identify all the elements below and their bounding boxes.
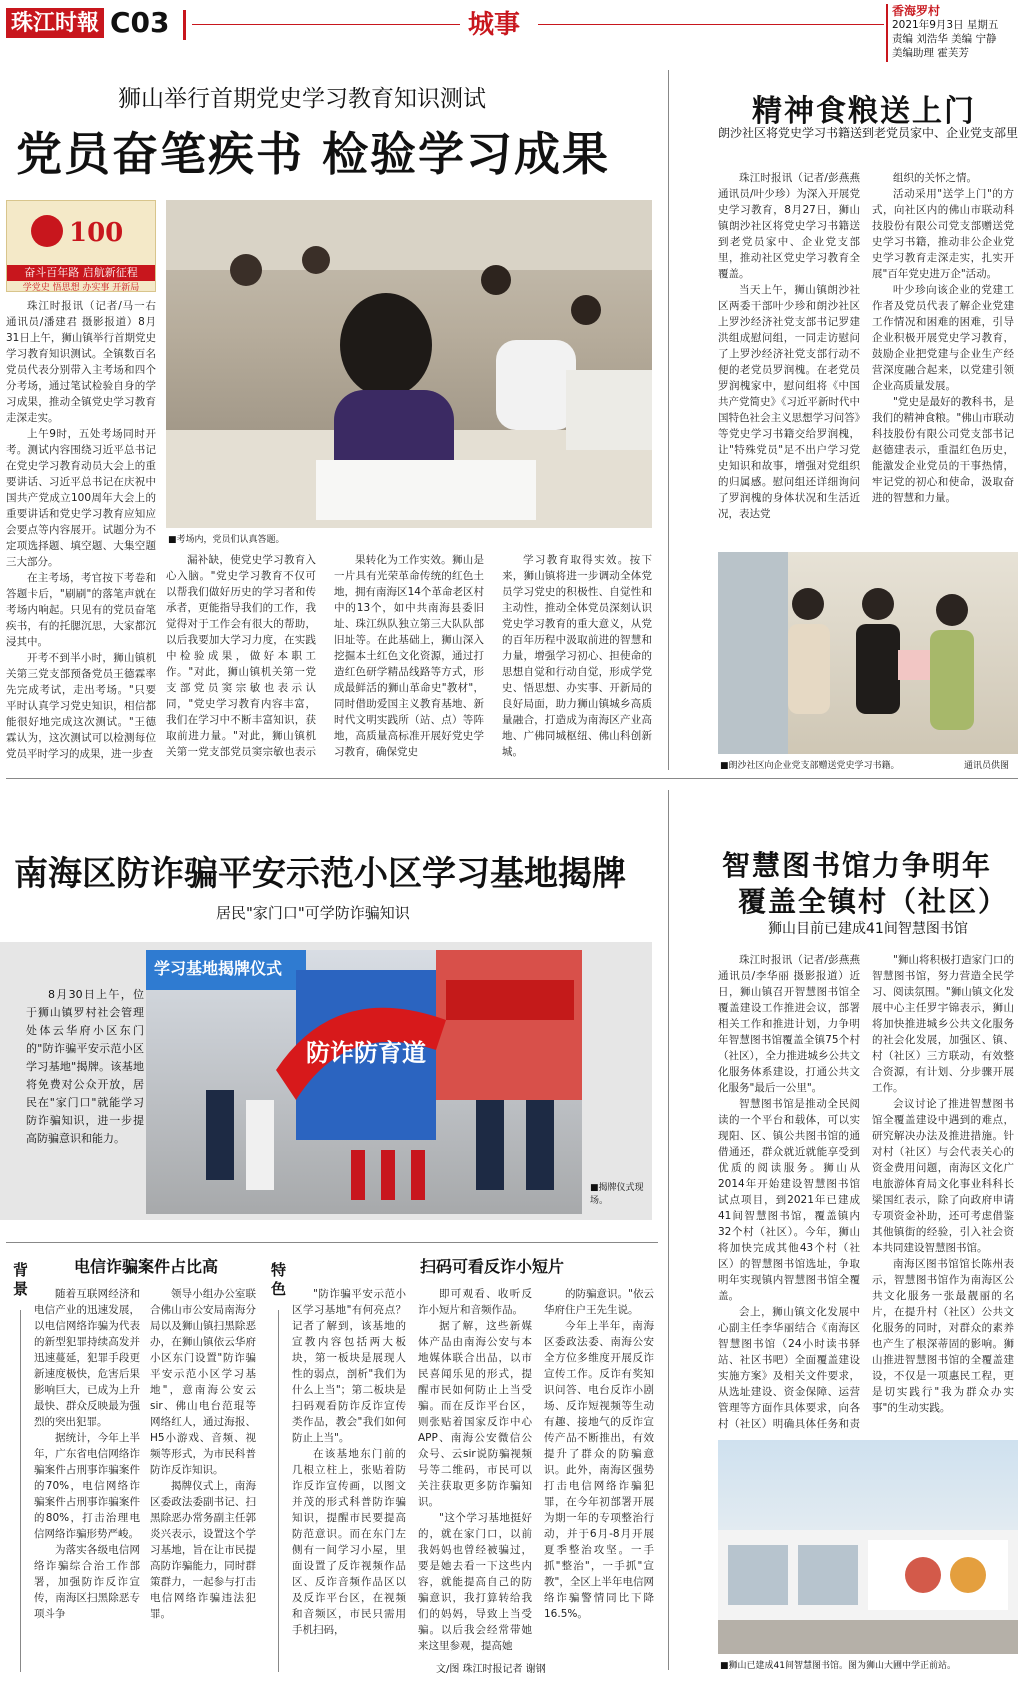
story2-photo-credit: 通讯员供图: [964, 761, 1010, 771]
story3-subheadline: 居民"家门口"可学防诈骗知识: [216, 904, 410, 922]
box1-paragraph: 随着互联网经济和电信产业的迅速发展，以电信网络诈骗为代表的新型犯罪持续高发并迅速蔓延，犯罪手段更新速度极快，危害后果影响巨大，已成为上升最快、群众反映最为强烈的突出犯罪。: [34, 1288, 140, 1428]
party-emblem-icon: [7, 201, 157, 261]
story1-photo: [166, 200, 652, 528]
masthead-divider: [183, 10, 186, 40]
story1-paragraph: 学习教育取得实效。按下来，狮山镇将进一步调动全体党员学习党史的积极性、自觉性和主动性，推动全体党员深刻认识党史学习教育的重大意义，从党的百年历程中汲取前进的智慧和力量，增强学习初心、担使命的思想自觉和行动自觉，形成学党史、悟思想、办实事、开新局的良好局面，助力狮山镇城乡高质量融合，打造成为南海区产业高地、广佛同城枢纽、佛山科创新城。: [502, 554, 652, 758]
column-rule: [668, 790, 669, 1670]
edition-name: 香海罗村: [892, 4, 941, 18]
story2-paragraph: 当天上午，狮山镇朗沙社区两委干部叶少珍和朗沙社区上罗沙经济社党支部书记罗建洪组成慰问组，一同走访慰问了上罗沙经济社党支部行动不便的老党员罗润槐。在老党员罗润槐家中，慰问组将《中国共产党简史》《习近平新时代中国特色社会主义思想学习问答》等党史学习书籍交给罗润槐，让"特殊党员"足不出户学习党史知识和故事，增强对党组织的归属感。慰问组还详细询问了罗润槐的身体状况和生活近况，表达党: [718, 284, 860, 520]
assistant-credit: 美编助理 霍芙芳: [892, 47, 969, 59]
story2-paragraph: "党史是最好的教科书，是我们的精神食粮。"佛山市联动科技股份有限公司党支部书记赵德建表示，重温红色历史，能激发企业党员的干事热情，牢记党的初心和使命，汲取奋进的智慧和力量。: [872, 396, 1014, 504]
story4-paragraph: 南海区图书馆馆长陈州表示，智慧图书馆作为南海区公共文化服务一张最靓丽的名片，在提升村（社区）公共文化服务的同时，对群众的素养也产生了根深蒂固的影响。狮山推进智慧图书馆的全覆盖建设，不仅是一项惠民工程，更是切实践行"我为群众办实事"的生动实践。: [872, 1258, 1014, 1414]
box2-paragraph: 据了解，这些新媒体产品由南海公安与本地媒体联合出品，以市民喜闻乐见的形式，提醒市民如何防止上当受骗。而在反诈平台区，则张贴着国家反诈中心APP、南海公安微信公众号、云sir说防骗视频号等二维码，市民可以关注获取更多防诈骗知识。: [418, 1320, 532, 1508]
story2-column-2: [872, 170, 1014, 532]
story1-paragraph: 开考不到半小时，狮山镇机关第三党支部预备党员王德霖率先完成考试，走出考场。"只要平时认真学习党史知识，相信都能很好地完成这次测试。"王德霖认为，这次测试可以检测每位党员平时学习的成果，进一步查: [6, 652, 156, 760]
box2-column-2: [418, 1286, 532, 1656]
box1-column-2: [150, 1286, 256, 1672]
story3-lead-text: 8月30日上午，位于狮山镇罗村社会管理处体云华府小区东门的"防诈骗平安示范小区学习基地"揭牌。该基地将免费对公众开放，居民在"家门口"就能学习防诈骗知识，进一步提高防骗意识和能力。: [26, 988, 144, 1145]
library-kiosk-illustration: [718, 1440, 1018, 1654]
story4-column-1: [718, 952, 860, 1432]
box1-column-1: [34, 1286, 140, 1672]
box2-paragraph: 在该基地东门前的几根立柱上，张贴着防诈反诈宣传画，以图文并茂的形式科普防诈骗知识，提醒市民要提高防范意识。而在东门左侧有一间学习小屋，里面设置了反诈视频作品区、反诈音频作品区以及反诈平台区，在视频和音频区，市民只需用手机扫码，: [292, 1448, 406, 1636]
story2-headline: 精神食粮送上门: [752, 94, 976, 129]
box2-paragraph: 的防骗意识。"依云华府住户王先生说。: [544, 1288, 654, 1316]
story1-column-1: [6, 298, 156, 760]
story1-column-3: [334, 552, 484, 760]
story4-headline-line1: 智慧图书馆力争明年: [722, 849, 993, 882]
story2-photo: [718, 552, 1018, 754]
story4-photo: [718, 1440, 1018, 1654]
story1-photo-caption: ■考场内，党员们认真答题。: [168, 535, 285, 545]
story1-kicker: 狮山举行首期党史学习教育知识测试: [118, 86, 486, 112]
story4-column-2: [872, 952, 1014, 1432]
story3-byline: 文/图 珠江时报记者 谢钢: [436, 1664, 546, 1675]
column-rule: [20, 1310, 21, 1672]
exam-room-illustration: [166, 200, 652, 528]
badge-slogan: 奋斗百年路 启航新征程: [7, 265, 155, 281]
box2-paragraph: 今年上半年，南海区委政法委、南海公安全方位多维度开展反诈宣传工作。反诈有奖知识问答、电台反诈小剧场、反诈短视频等生动有趣、接地气的反诈宣传产品不断推出，有效提升了群众的防骗意识。此外，南海区强势打击电信网络诈骗犯罪，在今年初部署开展为期一年的专项整治行动，并于6月-8月开展夏季整治攻坚。一手抓"整治"，一手抓"宣教"，全区上半年电信网络诈骗警情同比下降16.5%。: [544, 1320, 654, 1620]
unveiling-ceremony-illustration: [146, 950, 582, 1214]
story4-headline-line2: 覆盖全镇村（社区）: [738, 885, 1009, 918]
story2-paragraph: 活动采用"送学上门"的方式，向社区内的佛山市联动科技股份有限公司党支部赠送党史学习书籍，推动非公企业党史学习教育走深走实，扎实开展"百年党史进万企"活动。: [872, 188, 1014, 280]
background-label: 背景: [11, 1262, 29, 1300]
section-title: 城事: [468, 10, 521, 40]
column-rule: [668, 70, 669, 770]
box1-paragraph: 揭牌仪式上，南海区委政法委副书记、扫黑除恶办常务副主任郭炎兴表示，设置这个学习基地，旨在让市民提高防诈骗能力，同时群策群力，一起参与打击电信网络诈骗违法犯罪。: [150, 1480, 256, 1620]
story1-paragraph: 在主考场，考官按下考卷和答题卡后，"刷刷"的落笔声就在考场内响起。只见有的党员奋笔疾书，有的托腮沉思，大家都沉浸其中。: [6, 572, 156, 648]
story2-subheadline: 朗沙社区将党史学习书籍送到老党员家中、企业党支部里: [718, 126, 1019, 140]
story4-subheadline: 狮山目前已建成41间智慧图书馆: [768, 921, 968, 937]
story3-photo: [146, 950, 582, 1214]
story3-headline: 南海区防诈骗平安示范小区学习基地揭牌: [14, 854, 626, 894]
edition-info: [892, 4, 998, 60]
story4-paragraph: 智慧图书馆是推动全民阅读的一个平台和载体，可以实现阳、区、镇公共图书馆的通借通还，群众就近就能享受到优质的阅读服务。狮山从2014年开始建设智慧图书馆试点项目，到2021年已建成41间智慧图书馆，覆盖镇内32个村（社区）。今年，狮山将加快完成其他43个村（社区）的智慧图书馆选址，争取明年实现镇内智慧图书馆全覆盖。: [718, 1098, 860, 1302]
box2-column-3: [544, 1286, 654, 1656]
story4-paragraph: 会议讨论了推进智慧图书馆全覆盖建设中遇到的难点，研究解决办法及推进措施。针对村（社区）与会代表关心的资金费用问题，南海区文化广电旅游体育局文化事业科科长梁国红表示，除了向政府申请专项资金补助，还可考虑借鉴其他镇街的经验，引入社会资本共同建设智慧图书馆。: [872, 1098, 1014, 1254]
story3-lead: [26, 986, 144, 1196]
paper-logo: 珠江时報: [6, 8, 104, 38]
horizontal-rule: [6, 1242, 658, 1243]
story1-column-4: [502, 552, 652, 760]
story2-paragraph: 叶少珍向该企业的党建工作者及党员代表了解企业党建工作情况和困难的困难，引导企业积极开展党史学习教育，鼓励企业把党建与企业生产经营深度融合起来，以党建引领企业高质量发展。: [872, 284, 1014, 392]
ceremony-banner: 学习基地揭牌仪式: [154, 959, 283, 978]
section-rule-left: [192, 24, 460, 25]
box2-paragraph: "防诈骗平安示范小区学习基地"有何亮点？记者了解到，该基地的宣教内容包括两大板块，第一板块是展现人性的弱点，剖析"我们为什么上当"；第二板块是扫码观看防诈反诈宣传类作品，教会"我们如何防止上当"。: [292, 1288, 406, 1444]
box1-paragraph: 为落实各级电信网络诈骗综合治工作部署，加强防诈反诈宣传，南海区扫黑除恶专项斗争: [34, 1544, 140, 1620]
story4-paragraph: "狮山将积极打造家门口的智慧图书馆，努力营造全民学习、阅读氛围。"狮山镇文化发展中心主任罗宇锦表示，狮山将加快推进城乡公共文化服务的社会化发展，加强区、镇、村（社区）三方联动，有效整合资源，有计划、分步骤开展工作。: [872, 954, 1014, 1094]
editor-credit: 责编 刘浩华 美编 宁静: [892, 33, 997, 45]
anti-fraud-sign: 防诈防育道: [306, 1039, 426, 1067]
story1-paragraph: 上午9时，五处考场同时开考。测试内容围绕习近平总书记在党史学习教育动员大会上的重要讲话、习近平总书记在庆祝中国共产党成立100周年大会上的重要讲话和党史学习教育应知应会要点等内容展开。试题分为不定项选择题、填空题、大集空题三大部分。: [6, 428, 156, 568]
story4-paragraph: 珠江时报讯（记者/彭燕燕 通讯员/李华丽 摄影报道）近日，狮山镇召开智慧图书馆全覆盖建设工作推进会议，部署相关工作和推进计划，力争明年智慧图书馆覆盖全镇75个村（社区），全力推进城乡公共文化服务体系建设，打通公共文化服务"最后一公里"。: [718, 954, 860, 1094]
story1-headline: 党员奋笔疾书 检验学习成果: [16, 127, 611, 181]
badge-subslogan: 学党史 悟思想 办实事 开新局: [22, 283, 140, 293]
story2-paragraph: 组织的关怀之情。: [893, 172, 977, 184]
story1-paragraph: 果转化为工作实效。狮山是一片具有光荣革命传统的红色土地，拥有南海区14个革命老区村中的13个，如中共南海县委旧址、珠江纵队独立第三大队队部旧址等。在此基础上，狮山深入挖掘本土红色文化资源，通过打造红色研学精品线路等方式，形成最鲜活的狮山革命史"教材"，同时借助爱国主义教育基地、新时代文明实践所（站、点）等阵地，高质量高标准开展好党史学习教育，确保党史: [334, 554, 484, 758]
page-number: C03: [110, 6, 170, 39]
box2-column-1: [292, 1286, 406, 1656]
box1-paragraph: 据统计，今年上半年，广东省电信网络诈骗案件占刑事诈骗案件的70%，电信网络诈骗案件占刑事诈骗案件的80%，打击治理电信网络诈骗形势严峻。: [34, 1432, 140, 1540]
centenary-badge: [6, 200, 156, 292]
svg-text:100: 100: [69, 218, 124, 248]
story1-column-2: [166, 552, 316, 760]
box2-title: 扫码可看反诈小短片: [420, 1257, 565, 1276]
header-divider: [886, 4, 888, 62]
story4-paragraph: 会上，狮山镇文化发展中心副主任李华丽结合《南海区智慧图书馆（24小时读书驿站、社区书吧）全面覆盖建设实施方案》及相关文件要求，从选址建设、资金保障、运营管理等方面作具体要求，向各村（社区）明确具体任务和责: [718, 1306, 860, 1430]
story2-paragraph: 珠江时报讯（记者/彭燕燕 通讯员/叶少珍）为深入开展党史学习教育，8月27日，狮山镇朗沙社区将党史学习书籍送到老党员家中、企业党支部里，推动社区党史学习教育全覆盖。: [718, 172, 860, 280]
story2-photo-caption: ■朗沙社区向企业党支部赠送党史学习书籍。: [720, 761, 900, 771]
box1-paragraph: 领导小组办公室联合佛山市公安局南海分局以及狮山镇扫黑除恶办，在狮山镇依云华府小区东门设置"防诈骗平安示范小区学习基地"，意南海公安云sir、佛山电台范琨等网络红人，通过海报、H5小游戏、音频、视频等形式，为市民科普防诈反诈知识。: [150, 1288, 256, 1476]
section-rule-right: [538, 24, 884, 25]
story2-column-1: [718, 170, 860, 532]
horizontal-rule: [6, 778, 1018, 779]
issue-date: 2021年9月3日 星期五: [892, 19, 999, 31]
feature-label: 特色: [269, 1262, 287, 1300]
story1-paragraph: 珠江时报讯（记者/马一右 通讯员/潘建君 摄影报道）8月31日上午，狮山镇举行首期党史学习教育知识测试。全镇数百名党员代表分别带入主考场和四个分考场，通过笔试检验自身的学习成果，推动全镇党史学习教育走深走实。: [6, 300, 156, 424]
box2-paragraph: "这个学习基地挺好的，就在家门口，以前我妈妈也曾经被骗过，要是她去看一下这些内容，就能提高自己的防骗意识，我打算转给我们的妈妈，导致上当受骗。以后我会经常带她来这里参观，提高她: [418, 1512, 532, 1652]
book-handover-illustration: [718, 552, 1018, 754]
story4-photo-caption: ■狮山已建成41间智慧图书馆。图为狮山大圃中学正前站。: [720, 1661, 956, 1671]
box1-title: 电信诈骗案件占比高: [74, 1257, 219, 1276]
story3-photo-caption: ■揭牌仪式现场。: [590, 1183, 644, 1206]
story1-paragraph: 漏补缺，使党史学习教育入心入脑。"党史学习教育不仅可以帮我们做好历史的学习者和传承者，更能指导我们的工作，我觉得对于工作会有很大的帮助，以后我要加大学习力度，在实践中检验成果，做好本职工作。"对此，狮山镇机关第一党支部党员窦宗敏也表示认同，"党史学习教育内容丰富，我们在学习中不断丰富知识，获取前进力量。"对此，狮山镇机关第一党支部党员窦宗敏也表示: [166, 554, 316, 758]
box2-paragraph: 即可观看、收听反诈小短片和音频作品。: [418, 1288, 532, 1316]
column-rule: [278, 1310, 279, 1672]
